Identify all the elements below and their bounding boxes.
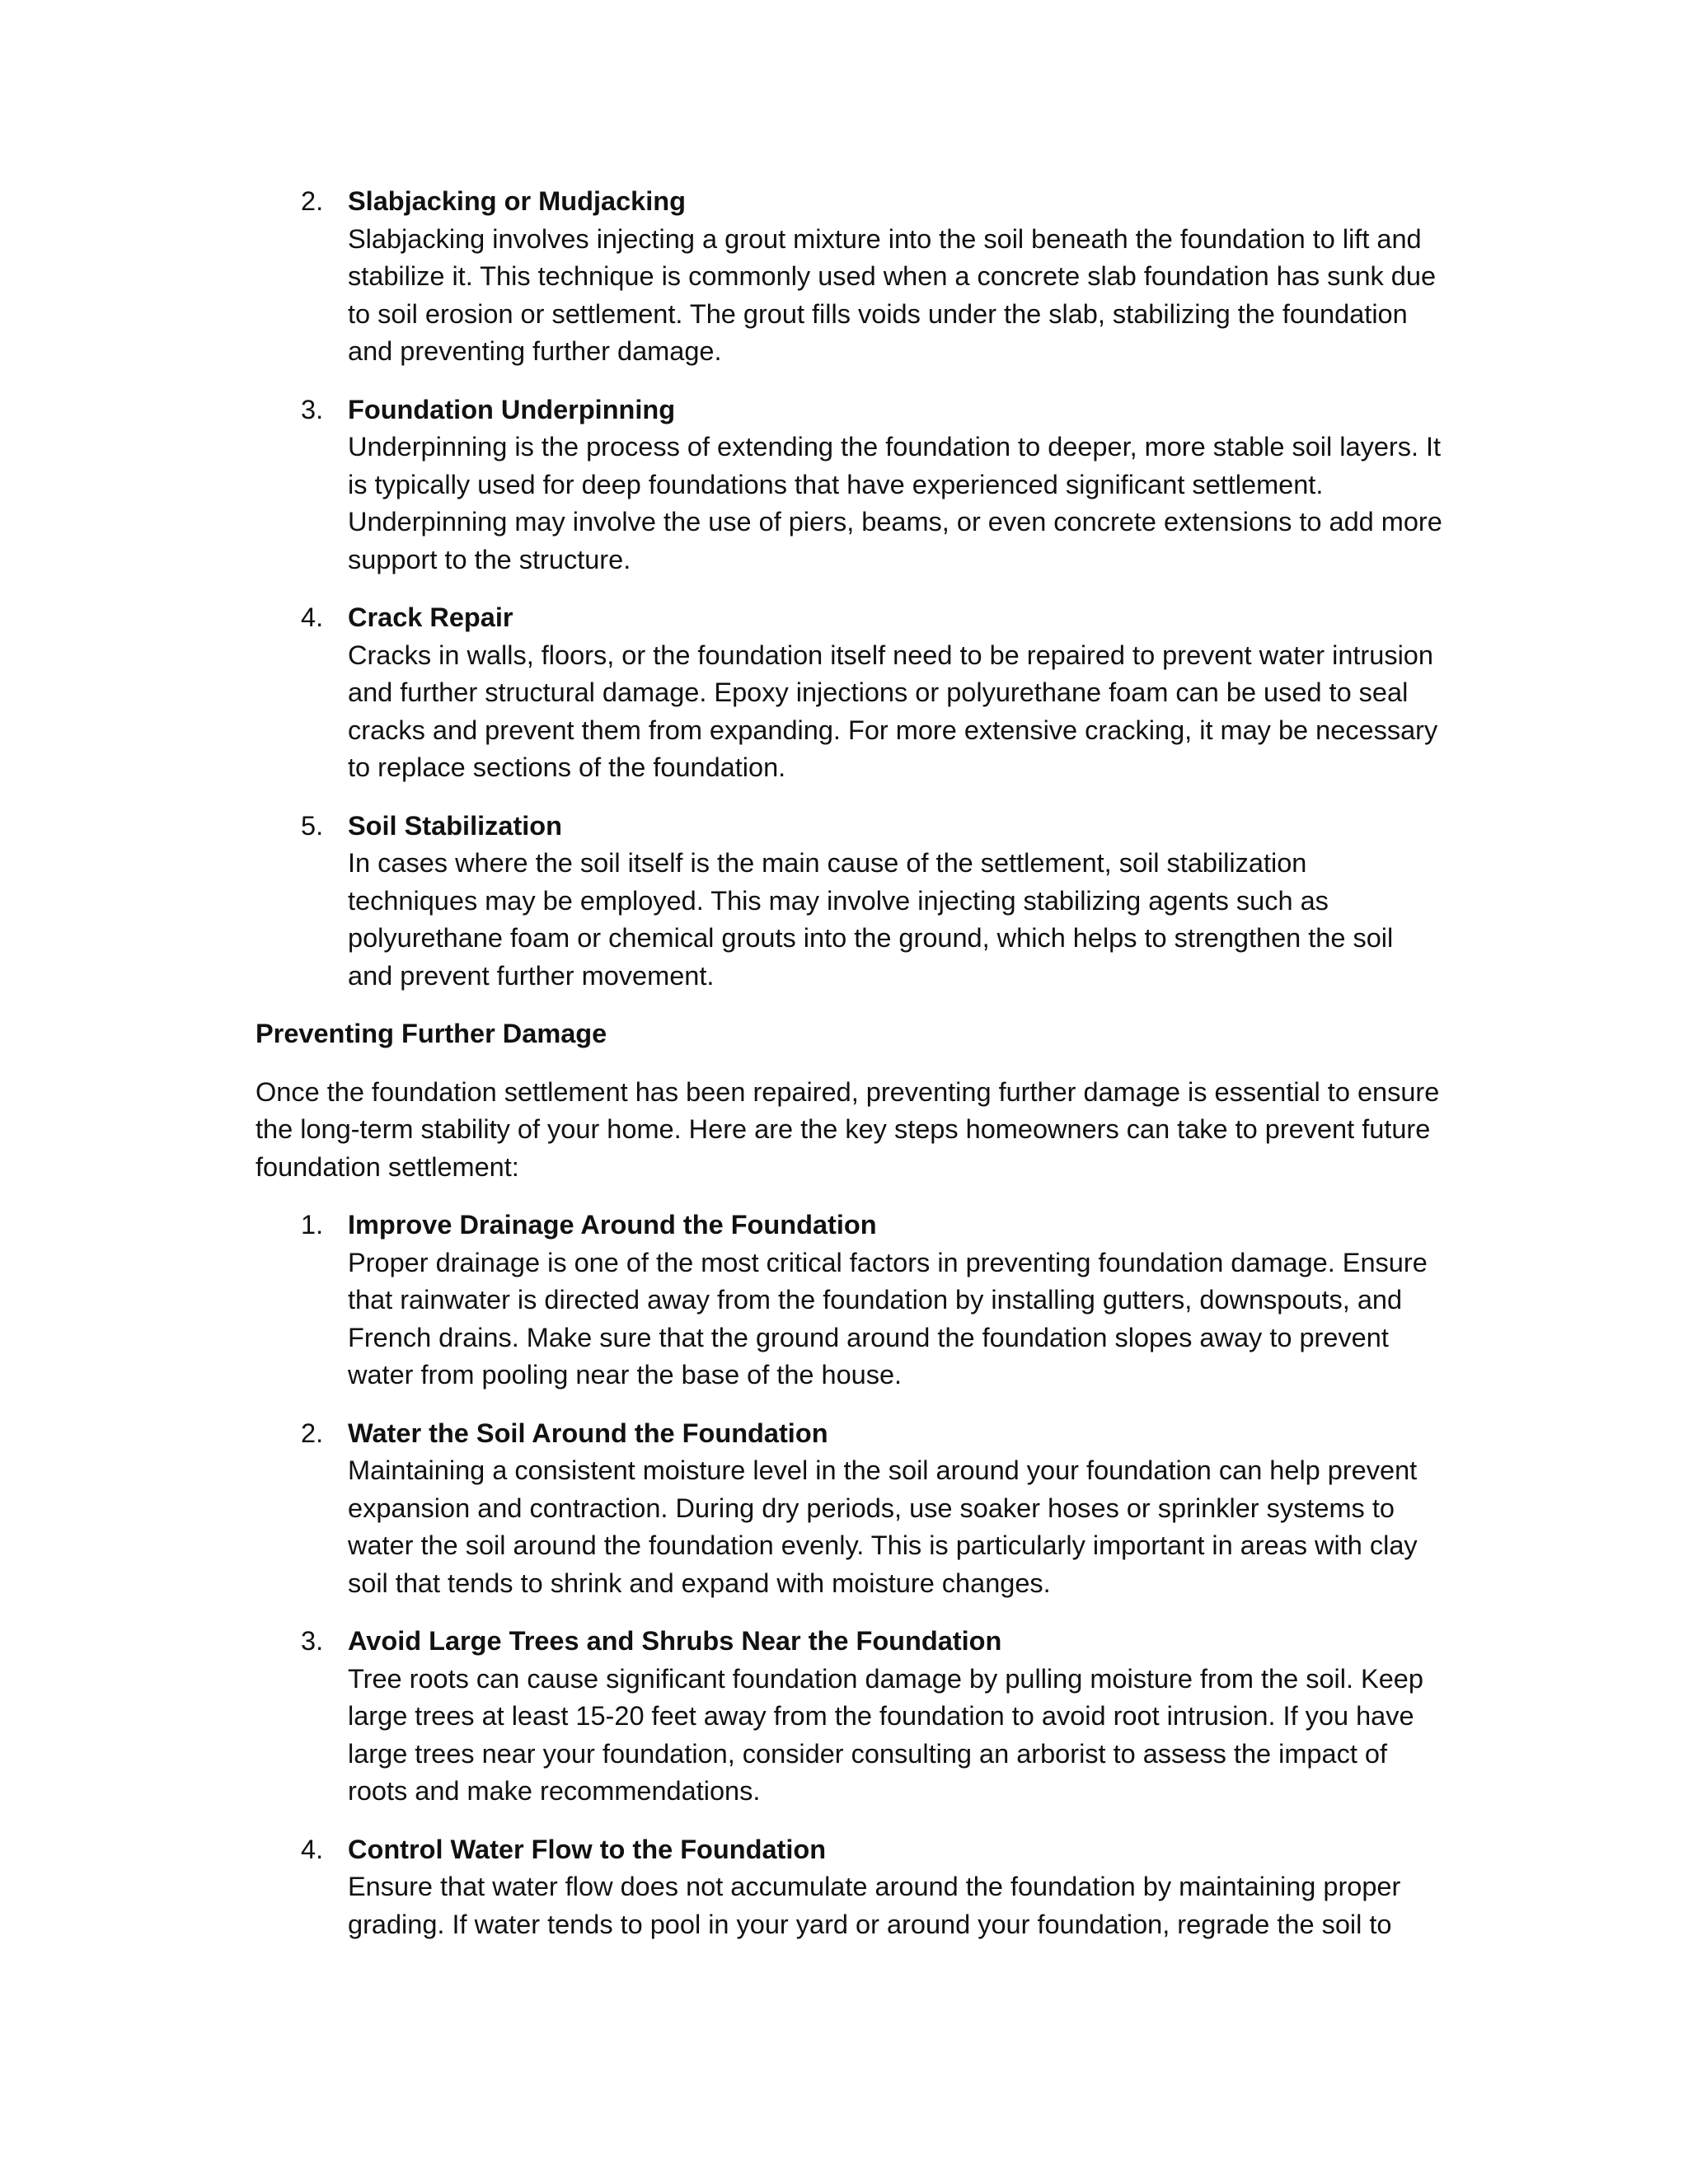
list-item-number: 2. xyxy=(301,1418,324,1448)
list-item xyxy=(256,1623,1442,1811)
section-intro-paragraph: Once the foundation settlement has been repaired, preventing further damage is essential to ensure the long-term stability of your home. Here are the key steps homeowners can take to prevent future foundation settlement: xyxy=(256,1076,1440,1182)
list-item-number: 4. xyxy=(301,1834,324,1864)
list-item-title: Improve Drainage Around the Foundation xyxy=(348,1210,877,1240)
list-item xyxy=(256,808,1442,996)
list-item-title: Crack Repair xyxy=(348,602,513,632)
prevention-steps-list xyxy=(256,1207,1442,1943)
list-item xyxy=(256,1415,1442,1603)
list-item-body: Proper drainage is one of the most critical factors in preventing foundation damage. Ensure that rainwater is directed away from the foundation by installing gutters, downspouts, and French drains. Make sure that the ground around the foundation slopes away to prevent water from pooling near the base of the house. xyxy=(348,1247,1428,1390)
list-item-body: Maintaining a consistent moisture level in the soil around your foundation can help prevent expansion and contraction. During dry periods, use soaker hoses or sprinkler systems to water the soil around the foundation evenly. This is particularly important in areas with clay soil that tends to shrink and expand with moisture changes. xyxy=(348,1455,1418,1598)
list-item-body: Slabjacking involves injecting a grout mixture into the soil beneath the foundation to lift and stabilize it. This technique is commonly used when a concrete slab foundation has sunk due to soil erosion or settlement. The grout fills voids under the slab, stabilizing the foundation and preventing further damage. xyxy=(348,223,1437,366)
repair-methods-list xyxy=(256,183,1442,995)
list-item-title: Avoid Large Trees and Shrubs Near the Foundation xyxy=(348,1626,1002,1656)
list-item-body: Cracks in walls, floors, or the foundation itself need to be repaired to prevent water intrusion and further structural damage. Epoxy injections or polyurethane foam can be used to seal cracks and prevent them from expanding. For more extensive cracking, it may be necessary to replace sections of the foundation. xyxy=(348,640,1438,782)
list-item-title: Slabjacking or Mudjacking xyxy=(348,186,686,216)
list-item-number: 4. xyxy=(301,602,324,632)
list-item-number: 5. xyxy=(301,810,324,841)
list-item-body: Ensure that water flow does not accumulate around the foundation by maintaining proper grading. If water tends to pool in your yard or around your foundation, regrade the soil to xyxy=(348,1872,1401,1939)
list-item xyxy=(256,599,1442,787)
list-item xyxy=(256,1831,1442,1944)
list-item-body: In cases where the soil itself is the main cause of the settlement, soil stabilization techniques may be employed. This may involve injecting stabilizing agents such as polyurethane foam or chemical grouts into the ground, which helps to strengthen the soil and prevent further movement. xyxy=(348,848,1394,991)
list-item-title: Water the Soil Around the Foundation xyxy=(348,1418,828,1448)
list-item-number: 2. xyxy=(301,186,324,216)
list-item-number: 3. xyxy=(301,1626,324,1656)
page-content xyxy=(256,183,1442,1964)
list-item-title: Foundation Underpinning xyxy=(348,394,676,424)
list-item-body: Underpinning is the process of extending the foundation to deeper, more stable soil layers. It is typically used for deep foundations that have experienced significant settlement. Underpinning may involve the use of piers, beams, or even concrete extensions to add more support to the structure. xyxy=(348,432,1442,574)
section-heading: Preventing Further Damage xyxy=(256,1019,607,1048)
list-item-body: Tree roots can cause significant foundation damage by pulling moisture from the soil. Keep large trees at least 15-20 feet away from the foundation to avoid root intrusion. If you have large trees near your foundation, consider consulting an arborist to assess the impact of roots and make recommendations. xyxy=(348,1663,1423,1806)
list-item-number: 1. xyxy=(301,1210,324,1240)
list-item xyxy=(256,1207,1442,1394)
list-item-number: 3. xyxy=(301,394,324,424)
list-item-title: Control Water Flow to the Foundation xyxy=(348,1834,827,1864)
list-item xyxy=(256,183,1442,371)
list-item xyxy=(256,391,1442,579)
list-item-title: Soil Stabilization xyxy=(348,810,563,841)
